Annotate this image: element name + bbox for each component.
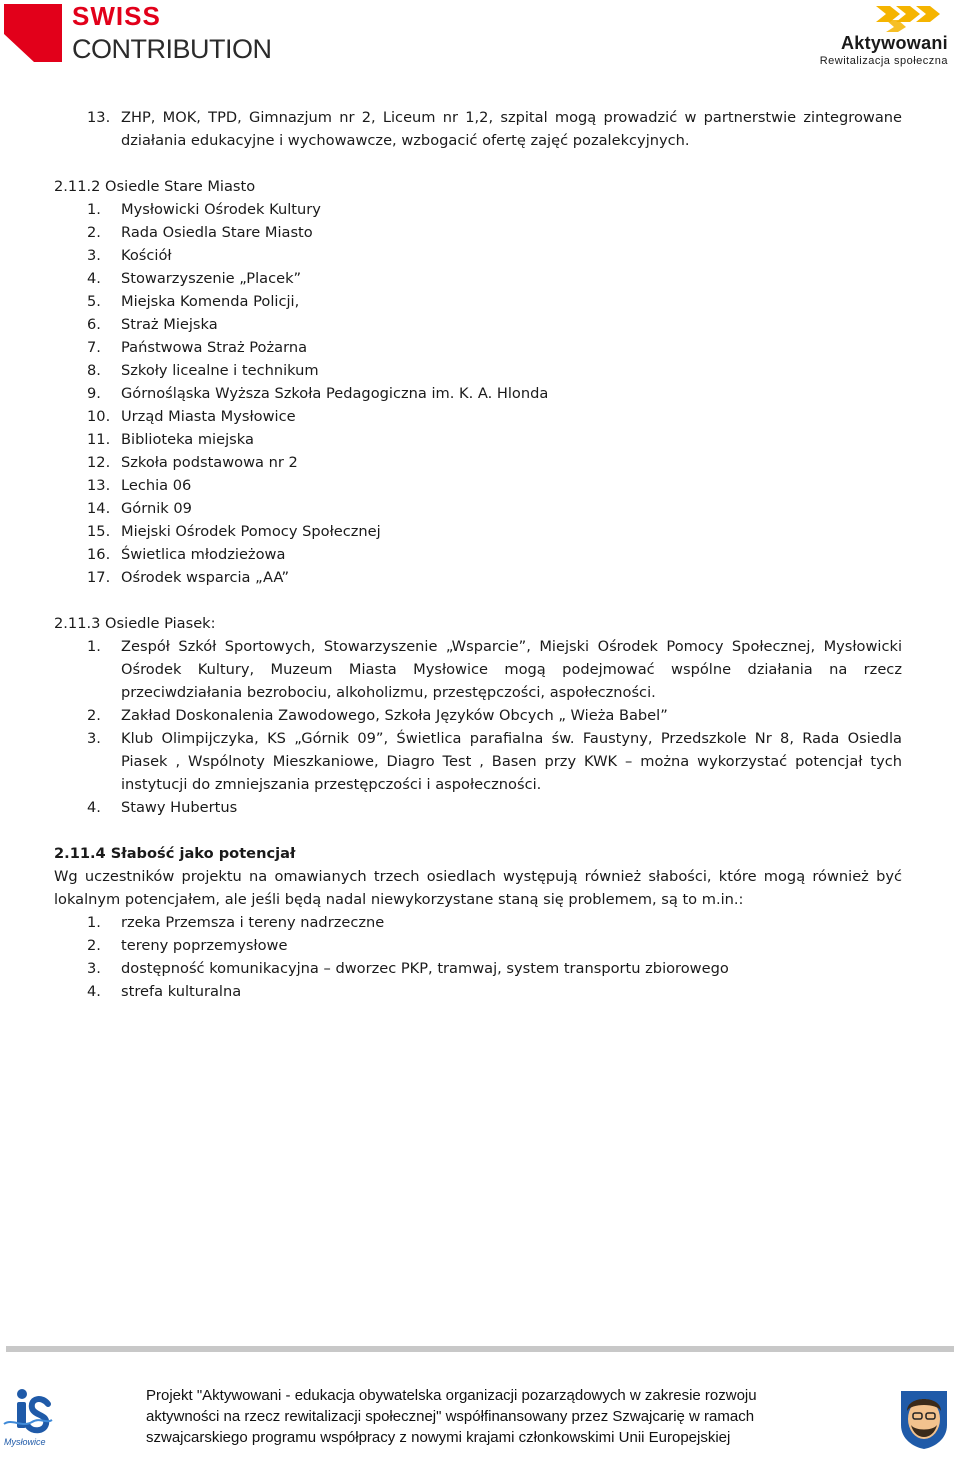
list-item-text: Biblioteka miejska [121,431,254,448]
list-item-number: 1. [87,201,101,218]
list-item [54,405,902,428]
aktywowani-logo-subtitle: Rewitalizacja społeczna [819,55,948,67]
list-item-text: dostępność komunikacyjna – dworzec PKP, tramwaj, system transportu zbiorowego [121,960,729,977]
list-item-number: 2. [87,937,101,954]
list-item-text: Mysłowicki Ośrodek Kultury [121,201,321,218]
list-item-number: 5. [87,293,101,310]
list-item-text: ZHP, MOK, TPD, Gimnazjum nr 2, Liceum nr 1,2, szpital mogą prowadzić w partnerstwie zintegrowane działania edukacyjne i wychowawcze, wzbogacić ofertę zajęć pozalekcyjnych. [121,109,902,149]
list-item [54,704,902,727]
list-item [54,520,902,543]
footer-line-2: aktywności na rzecz rewitalizacji społecznej" współfinansowany przez Szwajcarię w ramach [146,1408,755,1425]
list-item-number: 9. [87,385,101,402]
list-item-text: Górnik 09 [121,500,192,517]
footer-line-3: szwajcarskiego programu współpracy z nowymi krajami członkowskimi Unii Europejskiej [146,1429,731,1446]
list-item-text: Kościół [121,247,172,264]
list-item [54,474,902,497]
list-item-text: Miejski Ośrodek Pomocy Społecznej [121,523,381,540]
list-item [54,336,902,359]
list-item [54,566,902,589]
list-item-text: rzeka Przemsza i tereny nadrzeczne [121,914,385,931]
swiss-contribution-logo-icon [4,4,62,62]
mascot-logo [893,1385,955,1451]
list-item [54,290,902,313]
list-item [54,635,902,704]
list-item-number: 1. [87,638,101,655]
list-item-text: Straż Miejska [121,316,218,333]
list-item-text: Szkoły licealne i technikum [121,362,319,379]
list-item-number: 3. [87,960,101,977]
list-slabosc [54,911,902,1003]
list-item-text: Szkoła podstawowa nr 2 [121,454,298,471]
list-item-number: 14. [87,500,111,517]
footer-divider [6,1346,954,1352]
list-item [54,911,902,934]
arrows-icon [876,4,942,32]
list-item-number: 3. [87,730,101,747]
list-item-number: 12. [87,454,111,471]
list-item-number: 6. [87,316,101,333]
list-item-text: Miejska Komenda Policji, [121,293,300,310]
list-item [54,727,902,796]
list-item-text: Górnośląska Wyższa Szkoła Pedagogiczna im. K. A. Hlonda [121,385,549,402]
footer-line-1: Projekt "Aktywowani - edukacja obywatelska organizacji pozarządowych w zakresie rozwoju [146,1387,757,1404]
list-item [54,382,902,405]
section-heading-stare-miasto: 2.11.2 Osiedle Stare Miasto [54,178,256,195]
list-item-text: Zakład Doskonalenia Zawodowego, Szkoła Języków Obcych „ Wieża Babel” [121,707,668,724]
list-item-text: Urząd Miasta Mysłowice [121,408,296,425]
list-item-number: 13. [87,109,111,126]
list-item-number: 10. [87,408,111,425]
list-item-number: 2. [87,224,101,241]
list-item [54,221,902,244]
list-item-number: 17. [87,569,111,586]
list-item-text: Stawy Hubertus [121,799,238,816]
list-item [54,198,902,221]
list-item [54,359,902,382]
list-item [54,796,902,819]
footer-project-note [146,1385,846,1448]
list-item [54,313,902,336]
document-body [54,106,902,1003]
list-item-number: 4. [87,983,101,1000]
list-item [54,543,902,566]
myslowice-city-logo [2,1384,54,1454]
list-item-text: Stowarzyszenie „Placek” [121,270,302,287]
list-stare-miasto [54,198,902,589]
list-item [54,497,902,520]
list-item-number: 4. [87,270,101,287]
list-item-text: Świetlica młodzieżowa [121,546,286,563]
mascot-face-icon [893,1385,955,1451]
section-heading-slabosc: 2.11.4 Słabość jako potencjał [54,845,296,862]
list-item-text: tereny poprzemysłowe [121,937,288,954]
aktywowani-logo [800,4,950,70]
list-item-number: 1. [87,914,101,931]
page-header [0,0,960,80]
list-item-number: 3. [87,247,101,264]
list-item [54,106,902,152]
aktywowani-logo-title: Aktywowani [840,33,948,53]
list-item-text: Rada Osiedla Stare Miasto [121,224,313,241]
city-logo-text: Mysłowice [4,1437,46,1447]
list-item-number: 8. [87,362,101,379]
list-item-number: 7. [87,339,101,356]
list-item-number: 4. [87,799,101,816]
list-item [54,267,902,290]
contribution-logo-text: CONTRIBUTION [72,34,272,64]
list-piasek [54,635,902,819]
list-item-number: 2. [87,707,101,724]
list-item-number: 16. [87,546,111,563]
swiss-logo-text: SWISS [72,1,161,31]
list-item-text: strefa kulturalna [121,983,242,1000]
list-item-text: Lechia 06 [121,477,192,494]
city-logo-icon [2,1384,54,1436]
list-item-text: Państwowa Straż Pożarna [121,339,308,356]
list-item-number: 11. [87,431,111,448]
list-item-text: Klub Olimpijczyka, KS „Górnik 09”, Świetlica parafialna św. Faustyny, Przedszkole Nr 8, Rada Osiedla Piasek , Wspólnoty Mieszkaniowe, Diagro Test , Basen przy KWK – można wykorzystać potencjał tych instytucji do zmniejszania przestępczości i aspołeczności. [121,730,902,793]
list-item-text: Ośrodek wsparcia „AA” [121,569,290,586]
list-item-text: Zespół Szkół Sportowych, Stowarzyszenie „Wsparcie”, Miejski Ośrodek Pomocy Społecznej, Mysłowicki Ośrodek Kultury, Muzeum Miasta Mysłowice mogą podejmować wspólne działania na rzecz przeciwdziałania bezrobociu, alkoholizmu, przestępczości, aspołeczności. [121,638,902,701]
list-item [54,428,902,451]
list-item-number: 13. [87,477,111,494]
list-item-number: 15. [87,523,111,540]
list-item [54,957,902,980]
section-heading-piasek: 2.11.3 Osiedle Piasek: [54,615,216,632]
list-item [54,244,902,267]
list-item [54,934,902,957]
list-item [54,451,902,474]
list-item [54,980,902,1003]
section-paragraph: Wg uczestników projektu na omawianych trzech osiedlach występują również słabości, które mogą również być lokalnym potencjałem, ale jeśli będą nadal niewykorzystane staną się problemem, są to m.in.: [54,868,902,908]
